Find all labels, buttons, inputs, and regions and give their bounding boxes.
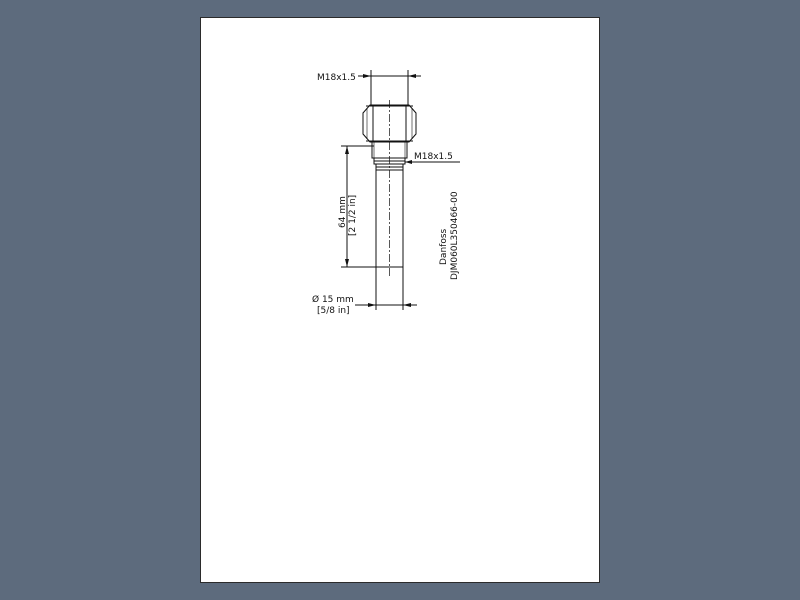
drawing-sheet <box>200 17 600 583</box>
diameter-in-label: [5/8 in] <box>317 306 350 316</box>
brand-label: Danfoss <box>439 228 449 265</box>
length-mm-label: 64 mm <box>338 196 348 228</box>
length-in-label: [2 1/2 in] <box>348 194 358 236</box>
side-thread-label: M18x1.5 <box>414 152 453 162</box>
diameter-mm-label: Ø 15 mm <box>312 295 354 305</box>
diameter-dimension <box>355 267 417 310</box>
technical-drawing <box>201 18 599 582</box>
top-thread-label: M18x1.5 <box>317 73 356 83</box>
drawing-number-label: DJM060L350466-00 <box>450 191 460 280</box>
